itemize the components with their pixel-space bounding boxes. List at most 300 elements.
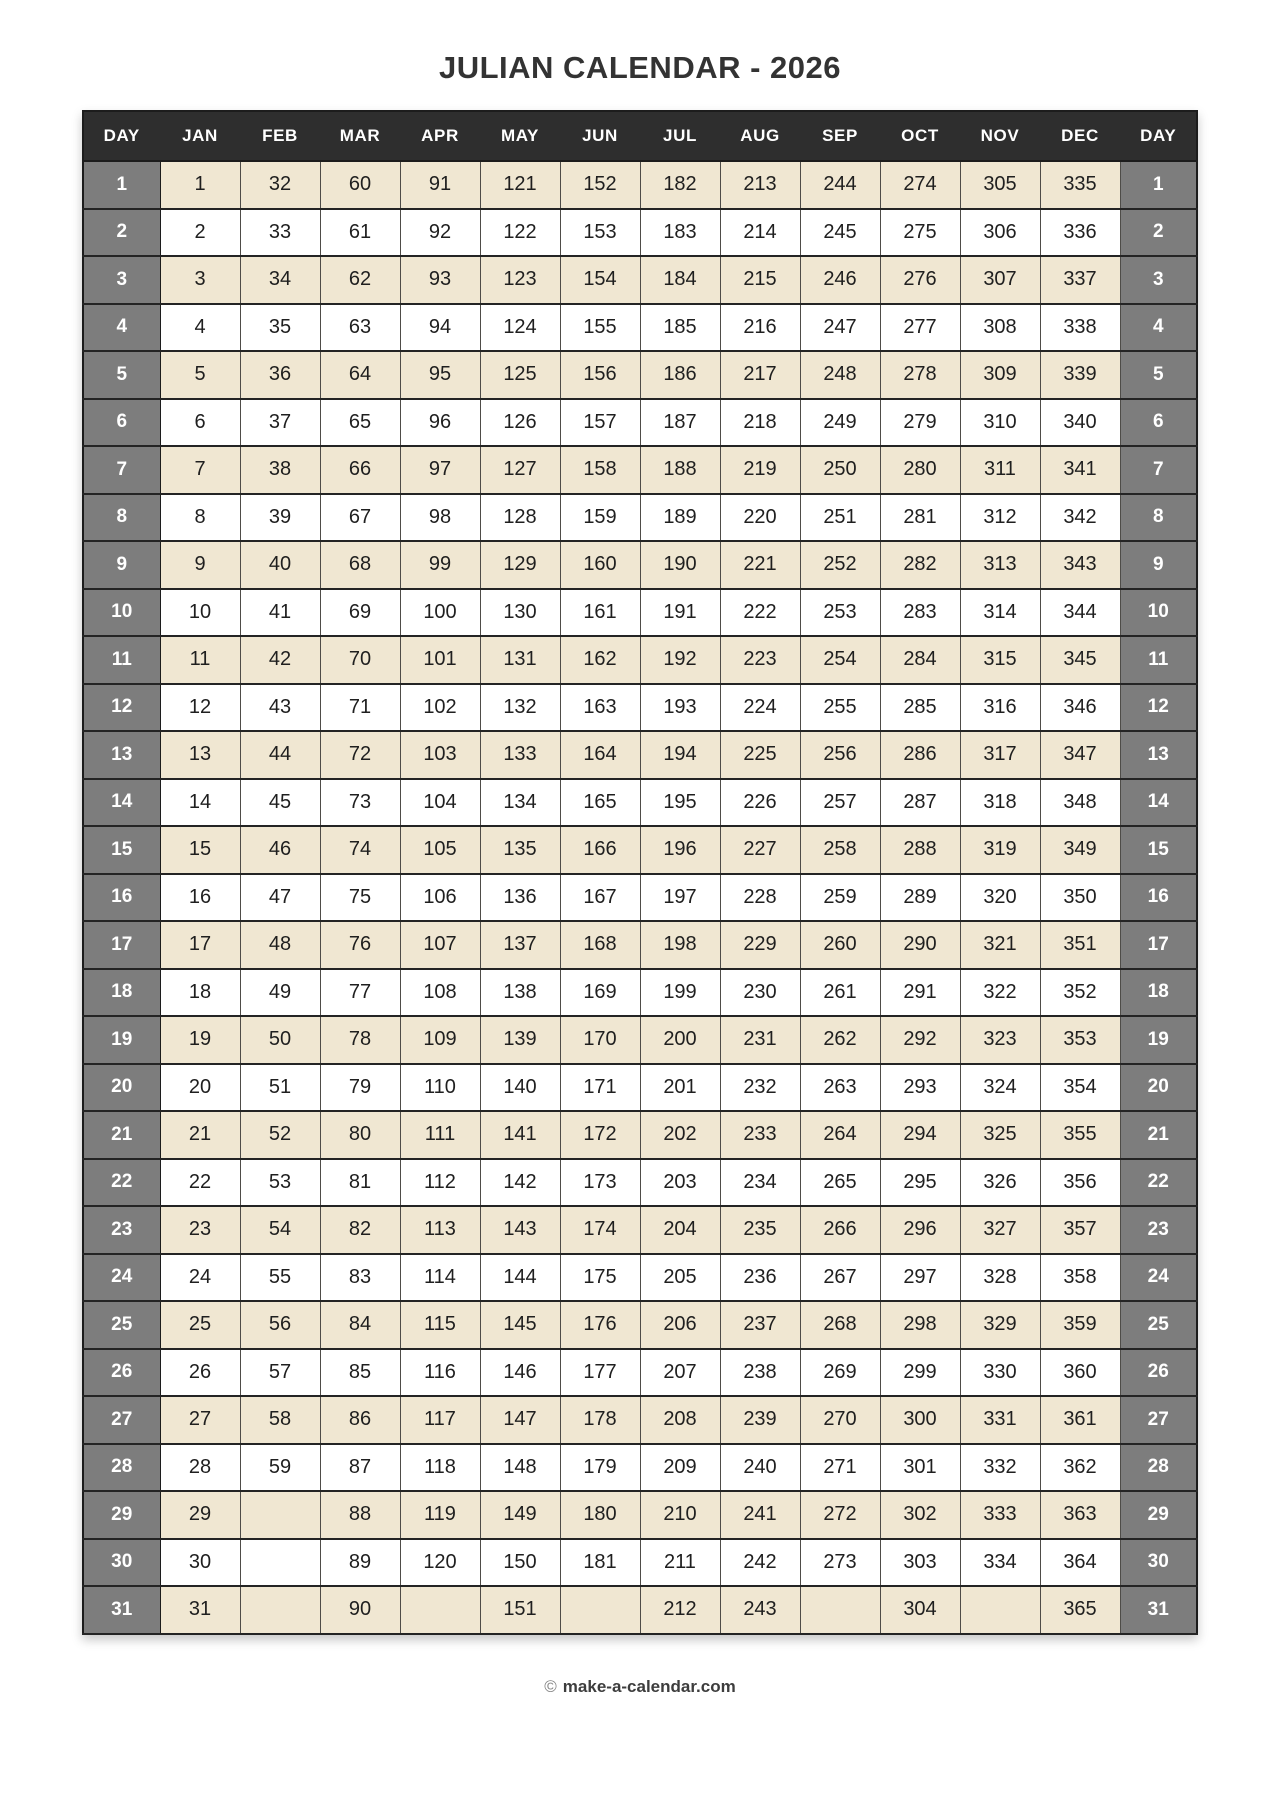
julian-value-cell-dec-7: 341 <box>1040 446 1120 494</box>
julian-value-cell-jun-27: 178 <box>560 1396 640 1444</box>
julian-value-cell-jun-16: 167 <box>560 874 640 922</box>
julian-value-cell-mar-3: 62 <box>320 256 400 304</box>
julian-value-cell-oct-17: 290 <box>880 921 960 969</box>
julian-value-cell-jul-20: 201 <box>640 1064 720 1112</box>
julian-value-cell-nov-21: 325 <box>960 1111 1040 1159</box>
julian-value-cell-mar-27: 86 <box>320 1396 400 1444</box>
julian-value-cell-feb-14: 45 <box>240 779 320 827</box>
day-cell-left: 23 <box>83 1206 160 1254</box>
julian-value-cell-aug-3: 215 <box>720 256 800 304</box>
julian-value-cell-sep-3: 246 <box>800 256 880 304</box>
julian-value-cell-jan-15: 15 <box>160 826 240 874</box>
julian-value-cell-jun-19: 170 <box>560 1016 640 1064</box>
julian-value-cell-oct-3: 276 <box>880 256 960 304</box>
calendar-row-7 <box>83 446 1197 494</box>
julian-value-cell-aug-28: 240 <box>720 1444 800 1492</box>
julian-value-cell-feb-13: 44 <box>240 731 320 779</box>
julian-value-cell-apr-20: 110 <box>400 1064 480 1112</box>
julian-value-cell-jul-28: 209 <box>640 1444 720 1492</box>
julian-value-cell-sep-30: 273 <box>800 1539 880 1587</box>
julian-value-cell-nov-23: 327 <box>960 1206 1040 1254</box>
julian-value-cell-nov-30: 334 <box>960 1539 1040 1587</box>
julian-value-cell-oct-13: 286 <box>880 731 960 779</box>
julian-value-cell-jul-8: 189 <box>640 494 720 542</box>
calendar-row-13 <box>83 731 1197 779</box>
julian-value-cell-jun-26: 177 <box>560 1349 640 1397</box>
julian-value-cell-apr-18: 108 <box>400 969 480 1017</box>
julian-value-cell-oct-10: 283 <box>880 589 960 637</box>
day-cell-left: 12 <box>83 684 160 732</box>
julian-value-cell-dec-17: 351 <box>1040 921 1120 969</box>
julian-value-cell-aug-20: 232 <box>720 1064 800 1112</box>
julian-value-cell-sep-8: 251 <box>800 494 880 542</box>
julian-value-cell-nov-12: 316 <box>960 684 1040 732</box>
header-month-feb: FEB <box>240 111 320 161</box>
julian-value-cell-dec-6: 340 <box>1040 399 1120 447</box>
julian-value-cell-may-30: 150 <box>480 1539 560 1587</box>
julian-value-cell-nov-6: 310 <box>960 399 1040 447</box>
day-cell-right: 2 <box>1120 209 1197 257</box>
julian-value-cell-may-25: 145 <box>480 1301 560 1349</box>
julian-value-cell-dec-1: 335 <box>1040 161 1120 209</box>
julian-value-cell-jan-12: 12 <box>160 684 240 732</box>
julian-value-cell-mar-24: 83 <box>320 1254 400 1302</box>
julian-value-cell-jan-16: 16 <box>160 874 240 922</box>
day-cell-right: 10 <box>1120 589 1197 637</box>
julian-value-cell-may-11: 131 <box>480 636 560 684</box>
julian-value-cell-nov-11: 315 <box>960 636 1040 684</box>
julian-value-cell-jan-4: 4 <box>160 304 240 352</box>
julian-value-cell-oct-27: 300 <box>880 1396 960 1444</box>
day-cell-right: 20 <box>1120 1064 1197 1112</box>
header-month-jan: JAN <box>160 111 240 161</box>
julian-value-cell-jul-2: 183 <box>640 209 720 257</box>
julian-value-cell-aug-27: 239 <box>720 1396 800 1444</box>
julian-value-cell-jun-30: 181 <box>560 1539 640 1587</box>
julian-value-cell-dec-4: 338 <box>1040 304 1120 352</box>
calendar-row-22 <box>83 1159 1197 1207</box>
julian-value-cell-mar-13: 72 <box>320 731 400 779</box>
julian-value-cell-mar-29: 88 <box>320 1491 400 1539</box>
julian-value-cell-nov-20: 324 <box>960 1064 1040 1112</box>
day-cell-right: 1 <box>1120 161 1197 209</box>
julian-value-cell-feb-16: 47 <box>240 874 320 922</box>
julian-value-cell-jan-25: 25 <box>160 1301 240 1349</box>
julian-value-cell-dec-25: 359 <box>1040 1301 1120 1349</box>
julian-value-cell-oct-29: 302 <box>880 1491 960 1539</box>
julian-value-cell-aug-19: 231 <box>720 1016 800 1064</box>
julian-value-cell-jun-14: 165 <box>560 779 640 827</box>
julian-value-cell-feb-17: 48 <box>240 921 320 969</box>
julian-value-cell-may-31: 151 <box>480 1586 560 1634</box>
julian-value-cell-dec-29: 363 <box>1040 1491 1120 1539</box>
calendar-row-1 <box>83 161 1197 209</box>
julian-value-cell-jan-9: 9 <box>160 541 240 589</box>
calendar-row-18 <box>83 969 1197 1017</box>
julian-value-cell-may-5: 125 <box>480 351 560 399</box>
header-month-jun: JUN <box>560 111 640 161</box>
julian-value-cell-jul-7: 188 <box>640 446 720 494</box>
julian-value-cell-mar-31: 90 <box>320 1586 400 1634</box>
julian-value-cell-apr-28: 118 <box>400 1444 480 1492</box>
julian-value-cell-mar-12: 71 <box>320 684 400 732</box>
julian-value-cell-sep-5: 248 <box>800 351 880 399</box>
julian-value-cell-aug-25: 237 <box>720 1301 800 1349</box>
header-month-dec: DEC <box>1040 111 1120 161</box>
julian-value-cell-feb-9: 40 <box>240 541 320 589</box>
day-cell-right: 11 <box>1120 636 1197 684</box>
day-cell-right: 3 <box>1120 256 1197 304</box>
julian-value-cell-sep-17: 260 <box>800 921 880 969</box>
julian-value-cell-mar-23: 82 <box>320 1206 400 1254</box>
julian-value-cell-mar-8: 67 <box>320 494 400 542</box>
julian-value-cell-apr-1: 91 <box>400 161 480 209</box>
calendar-row-3 <box>83 256 1197 304</box>
julian-value-cell-jan-8: 8 <box>160 494 240 542</box>
julian-value-cell-jul-11: 192 <box>640 636 720 684</box>
julian-value-cell-nov-19: 323 <box>960 1016 1040 1064</box>
julian-value-cell-oct-12: 285 <box>880 684 960 732</box>
calendar-row-21 <box>83 1111 1197 1159</box>
day-cell-left: 15 <box>83 826 160 874</box>
julian-value-cell-sep-19: 262 <box>800 1016 880 1064</box>
calendar-row-14 <box>83 779 1197 827</box>
julian-value-cell-sep-4: 247 <box>800 304 880 352</box>
julian-value-cell-may-28: 148 <box>480 1444 560 1492</box>
julian-value-cell-jul-15: 196 <box>640 826 720 874</box>
julian-value-cell-sep-28: 271 <box>800 1444 880 1492</box>
day-cell-right: 12 <box>1120 684 1197 732</box>
julian-value-cell-sep-31 <box>800 1586 880 1634</box>
julian-value-cell-nov-1: 305 <box>960 161 1040 209</box>
julian-value-cell-mar-9: 68 <box>320 541 400 589</box>
julian-value-cell-aug-31: 243 <box>720 1586 800 1634</box>
julian-value-cell-apr-13: 103 <box>400 731 480 779</box>
header-row <box>83 111 1197 161</box>
julian-value-cell-feb-2: 33 <box>240 209 320 257</box>
day-cell-left: 14 <box>83 779 160 827</box>
julian-value-cell-jan-27: 27 <box>160 1396 240 1444</box>
julian-value-cell-apr-11: 101 <box>400 636 480 684</box>
day-cell-left: 19 <box>83 1016 160 1064</box>
julian-value-cell-jan-31: 31 <box>160 1586 240 1634</box>
calendar-row-5 <box>83 351 1197 399</box>
julian-value-cell-mar-25: 84 <box>320 1301 400 1349</box>
julian-value-cell-jan-30: 30 <box>160 1539 240 1587</box>
julian-value-cell-feb-1: 32 <box>240 161 320 209</box>
julian-value-cell-may-8: 128 <box>480 494 560 542</box>
day-cell-right: 24 <box>1120 1254 1197 1302</box>
footer-site-name: make-a-calendar.com <box>562 1676 736 1696</box>
day-cell-right: 5 <box>1120 351 1197 399</box>
julian-value-cell-apr-9: 99 <box>400 541 480 589</box>
julian-value-cell-aug-21: 233 <box>720 1111 800 1159</box>
julian-value-cell-oct-23: 296 <box>880 1206 960 1254</box>
julian-value-cell-jan-17: 17 <box>160 921 240 969</box>
julian-value-cell-aug-14: 226 <box>720 779 800 827</box>
calendar-row-8 <box>83 494 1197 542</box>
julian-value-cell-may-14: 134 <box>480 779 560 827</box>
calendar-row-28 <box>83 1444 1197 1492</box>
julian-value-cell-sep-7: 250 <box>800 446 880 494</box>
day-cell-right: 19 <box>1120 1016 1197 1064</box>
calendar-row-29 <box>83 1491 1197 1539</box>
julian-value-cell-jun-8: 159 <box>560 494 640 542</box>
julian-value-cell-may-4: 124 <box>480 304 560 352</box>
day-cell-left: 2 <box>83 209 160 257</box>
julian-value-cell-feb-8: 39 <box>240 494 320 542</box>
header-month-oct: OCT <box>880 111 960 161</box>
julian-value-cell-nov-13: 317 <box>960 731 1040 779</box>
header-month-aug: AUG <box>720 111 800 161</box>
julian-value-cell-dec-24: 358 <box>1040 1254 1120 1302</box>
calendar-row-12 <box>83 684 1197 732</box>
julian-value-cell-jul-12: 193 <box>640 684 720 732</box>
julian-value-cell-feb-6: 37 <box>240 399 320 447</box>
julian-value-cell-aug-13: 225 <box>720 731 800 779</box>
julian-value-cell-dec-27: 361 <box>1040 1396 1120 1444</box>
day-cell-left: 20 <box>83 1064 160 1112</box>
calendar-row-30 <box>83 1539 1197 1587</box>
julian-value-cell-feb-3: 34 <box>240 256 320 304</box>
day-cell-left: 31 <box>83 1586 160 1634</box>
julian-value-cell-aug-4: 216 <box>720 304 800 352</box>
julian-value-cell-apr-23: 113 <box>400 1206 480 1254</box>
calendar-row-9 <box>83 541 1197 589</box>
julian-value-cell-oct-5: 278 <box>880 351 960 399</box>
julian-value-cell-sep-11: 254 <box>800 636 880 684</box>
julian-value-cell-mar-14: 73 <box>320 779 400 827</box>
julian-value-cell-may-23: 143 <box>480 1206 560 1254</box>
julian-value-cell-aug-2: 214 <box>720 209 800 257</box>
julian-value-cell-sep-21: 264 <box>800 1111 880 1159</box>
julian-value-cell-dec-8: 342 <box>1040 494 1120 542</box>
julian-value-cell-nov-22: 326 <box>960 1159 1040 1207</box>
julian-value-cell-mar-10: 69 <box>320 589 400 637</box>
day-cell-right: 4 <box>1120 304 1197 352</box>
calendar-row-17 <box>83 921 1197 969</box>
julian-value-cell-dec-22: 356 <box>1040 1159 1120 1207</box>
day-cell-right: 25 <box>1120 1301 1197 1349</box>
calendar-row-2 <box>83 209 1197 257</box>
julian-value-cell-jun-13: 164 <box>560 731 640 779</box>
julian-value-cell-jul-22: 203 <box>640 1159 720 1207</box>
julian-value-cell-sep-13: 256 <box>800 731 880 779</box>
julian-value-cell-dec-26: 360 <box>1040 1349 1120 1397</box>
julian-value-cell-feb-30 <box>240 1539 320 1587</box>
julian-value-cell-may-24: 144 <box>480 1254 560 1302</box>
day-cell-right: 29 <box>1120 1491 1197 1539</box>
day-cell-left: 26 <box>83 1349 160 1397</box>
julian-value-cell-oct-18: 291 <box>880 969 960 1017</box>
calendar-row-24 <box>83 1254 1197 1302</box>
day-cell-left: 6 <box>83 399 160 447</box>
julian-value-cell-aug-22: 234 <box>720 1159 800 1207</box>
julian-value-cell-jul-21: 202 <box>640 1111 720 1159</box>
julian-value-cell-jan-29: 29 <box>160 1491 240 1539</box>
header-month-sep: SEP <box>800 111 880 161</box>
julian-value-cell-apr-17: 107 <box>400 921 480 969</box>
julian-value-cell-aug-15: 227 <box>720 826 800 874</box>
julian-value-cell-dec-9: 343 <box>1040 541 1120 589</box>
julian-value-cell-may-7: 127 <box>480 446 560 494</box>
julian-value-cell-sep-2: 245 <box>800 209 880 257</box>
julian-value-cell-nov-2: 306 <box>960 209 1040 257</box>
julian-value-cell-oct-15: 288 <box>880 826 960 874</box>
julian-calendar-table <box>82 110 1198 1635</box>
calendar-row-11 <box>83 636 1197 684</box>
julian-value-cell-apr-19: 109 <box>400 1016 480 1064</box>
julian-value-cell-jan-10: 10 <box>160 589 240 637</box>
julian-value-cell-may-17: 137 <box>480 921 560 969</box>
julian-value-cell-jul-16: 197 <box>640 874 720 922</box>
julian-value-cell-jun-12: 163 <box>560 684 640 732</box>
julian-value-cell-may-26: 146 <box>480 1349 560 1397</box>
julian-value-cell-jul-29: 210 <box>640 1491 720 1539</box>
julian-value-cell-dec-13: 347 <box>1040 731 1120 779</box>
julian-value-cell-oct-25: 298 <box>880 1301 960 1349</box>
julian-value-cell-may-21: 141 <box>480 1111 560 1159</box>
julian-value-cell-may-2: 122 <box>480 209 560 257</box>
julian-value-cell-apr-6: 96 <box>400 399 480 447</box>
julian-value-cell-nov-5: 309 <box>960 351 1040 399</box>
julian-value-cell-jul-18: 199 <box>640 969 720 1017</box>
julian-value-cell-may-3: 123 <box>480 256 560 304</box>
julian-value-cell-jun-4: 155 <box>560 304 640 352</box>
header-month-mar: MAR <box>320 111 400 161</box>
julian-value-cell-sep-10: 253 <box>800 589 880 637</box>
julian-value-cell-dec-31: 365 <box>1040 1586 1120 1634</box>
julian-value-cell-nov-17: 321 <box>960 921 1040 969</box>
julian-value-cell-feb-18: 49 <box>240 969 320 1017</box>
julian-value-cell-nov-9: 313 <box>960 541 1040 589</box>
julian-value-cell-jun-22: 173 <box>560 1159 640 1207</box>
julian-value-cell-jun-21: 172 <box>560 1111 640 1159</box>
julian-value-cell-jun-17: 168 <box>560 921 640 969</box>
day-cell-left: 4 <box>83 304 160 352</box>
julian-value-cell-apr-12: 102 <box>400 684 480 732</box>
header-month-apr: APR <box>400 111 480 161</box>
julian-value-cell-may-20: 140 <box>480 1064 560 1112</box>
julian-value-cell-jan-18: 18 <box>160 969 240 1017</box>
day-cell-left: 10 <box>83 589 160 637</box>
julian-value-cell-nov-8: 312 <box>960 494 1040 542</box>
day-cell-left: 17 <box>83 921 160 969</box>
julian-value-cell-jul-31: 212 <box>640 1586 720 1634</box>
day-cell-left: 16 <box>83 874 160 922</box>
julian-value-cell-jun-15: 166 <box>560 826 640 874</box>
julian-value-cell-jul-1: 182 <box>640 161 720 209</box>
julian-value-cell-sep-14: 257 <box>800 779 880 827</box>
day-cell-left: 3 <box>83 256 160 304</box>
julian-value-cell-jan-19: 19 <box>160 1016 240 1064</box>
julian-value-cell-jun-18: 169 <box>560 969 640 1017</box>
day-cell-right: 14 <box>1120 779 1197 827</box>
julian-value-cell-may-6: 126 <box>480 399 560 447</box>
julian-value-cell-sep-15: 258 <box>800 826 880 874</box>
julian-value-cell-jun-28: 179 <box>560 1444 640 1492</box>
julian-value-cell-mar-26: 85 <box>320 1349 400 1397</box>
julian-value-cell-jan-11: 11 <box>160 636 240 684</box>
julian-value-cell-nov-15: 319 <box>960 826 1040 874</box>
julian-value-cell-mar-1: 60 <box>320 161 400 209</box>
julian-value-cell-sep-26: 269 <box>800 1349 880 1397</box>
julian-value-cell-oct-20: 293 <box>880 1064 960 1112</box>
julian-value-cell-jul-3: 184 <box>640 256 720 304</box>
julian-value-cell-sep-16: 259 <box>800 874 880 922</box>
calendar-row-4 <box>83 304 1197 352</box>
julian-value-cell-jul-4: 185 <box>640 304 720 352</box>
julian-value-cell-aug-8: 220 <box>720 494 800 542</box>
julian-value-cell-dec-23: 357 <box>1040 1206 1120 1254</box>
julian-value-cell-feb-28: 59 <box>240 1444 320 1492</box>
calendar-row-20 <box>83 1064 1197 1112</box>
julian-value-cell-feb-22: 53 <box>240 1159 320 1207</box>
header-day-right: DAY <box>1120 111 1197 161</box>
julian-value-cell-oct-19: 292 <box>880 1016 960 1064</box>
day-cell-right: 18 <box>1120 969 1197 1017</box>
day-cell-right: 27 <box>1120 1396 1197 1444</box>
page-title: JULIAN CALENDAR - 2026 <box>438 50 841 85</box>
julian-value-cell-jun-24: 175 <box>560 1254 640 1302</box>
day-cell-right: 15 <box>1120 826 1197 874</box>
julian-value-cell-feb-23: 54 <box>240 1206 320 1254</box>
julian-value-cell-sep-29: 272 <box>800 1491 880 1539</box>
julian-value-cell-apr-22: 112 <box>400 1159 480 1207</box>
julian-value-cell-jan-21: 21 <box>160 1111 240 1159</box>
julian-value-cell-jul-6: 187 <box>640 399 720 447</box>
julian-value-cell-aug-16: 228 <box>720 874 800 922</box>
julian-value-cell-oct-16: 289 <box>880 874 960 922</box>
julian-value-cell-aug-9: 221 <box>720 541 800 589</box>
julian-value-cell-feb-5: 36 <box>240 351 320 399</box>
julian-value-cell-oct-28: 301 <box>880 1444 960 1492</box>
julian-value-cell-mar-28: 87 <box>320 1444 400 1492</box>
julian-value-cell-may-15: 135 <box>480 826 560 874</box>
julian-value-cell-apr-8: 98 <box>400 494 480 542</box>
julian-value-cell-jul-23: 204 <box>640 1206 720 1254</box>
julian-value-cell-feb-19: 50 <box>240 1016 320 1064</box>
julian-value-cell-mar-2: 61 <box>320 209 400 257</box>
day-cell-left: 28 <box>83 1444 160 1492</box>
header-month-jul: JUL <box>640 111 720 161</box>
julian-value-cell-mar-19: 78 <box>320 1016 400 1064</box>
julian-value-cell-jan-13: 13 <box>160 731 240 779</box>
julian-value-cell-apr-26: 116 <box>400 1349 480 1397</box>
julian-value-cell-jan-20: 20 <box>160 1064 240 1112</box>
julian-value-cell-nov-26: 330 <box>960 1349 1040 1397</box>
julian-value-cell-feb-15: 46 <box>240 826 320 874</box>
julian-value-cell-may-13: 133 <box>480 731 560 779</box>
julian-value-cell-jul-25: 206 <box>640 1301 720 1349</box>
day-cell-right: 26 <box>1120 1349 1197 1397</box>
day-cell-right: 21 <box>1120 1111 1197 1159</box>
julian-value-cell-nov-29: 333 <box>960 1491 1040 1539</box>
julian-value-cell-oct-24: 297 <box>880 1254 960 1302</box>
julian-value-cell-jan-6: 6 <box>160 399 240 447</box>
day-cell-right: 30 <box>1120 1539 1197 1587</box>
julian-value-cell-feb-10: 41 <box>240 589 320 637</box>
julian-value-cell-jun-11: 162 <box>560 636 640 684</box>
julian-value-cell-sep-22: 265 <box>800 1159 880 1207</box>
julian-value-cell-feb-20: 51 <box>240 1064 320 1112</box>
julian-value-cell-jun-20: 171 <box>560 1064 640 1112</box>
julian-value-cell-aug-12: 224 <box>720 684 800 732</box>
julian-value-cell-mar-21: 80 <box>320 1111 400 1159</box>
julian-value-cell-aug-23: 235 <box>720 1206 800 1254</box>
julian-value-cell-apr-2: 92 <box>400 209 480 257</box>
julian-value-cell-nov-27: 331 <box>960 1396 1040 1444</box>
